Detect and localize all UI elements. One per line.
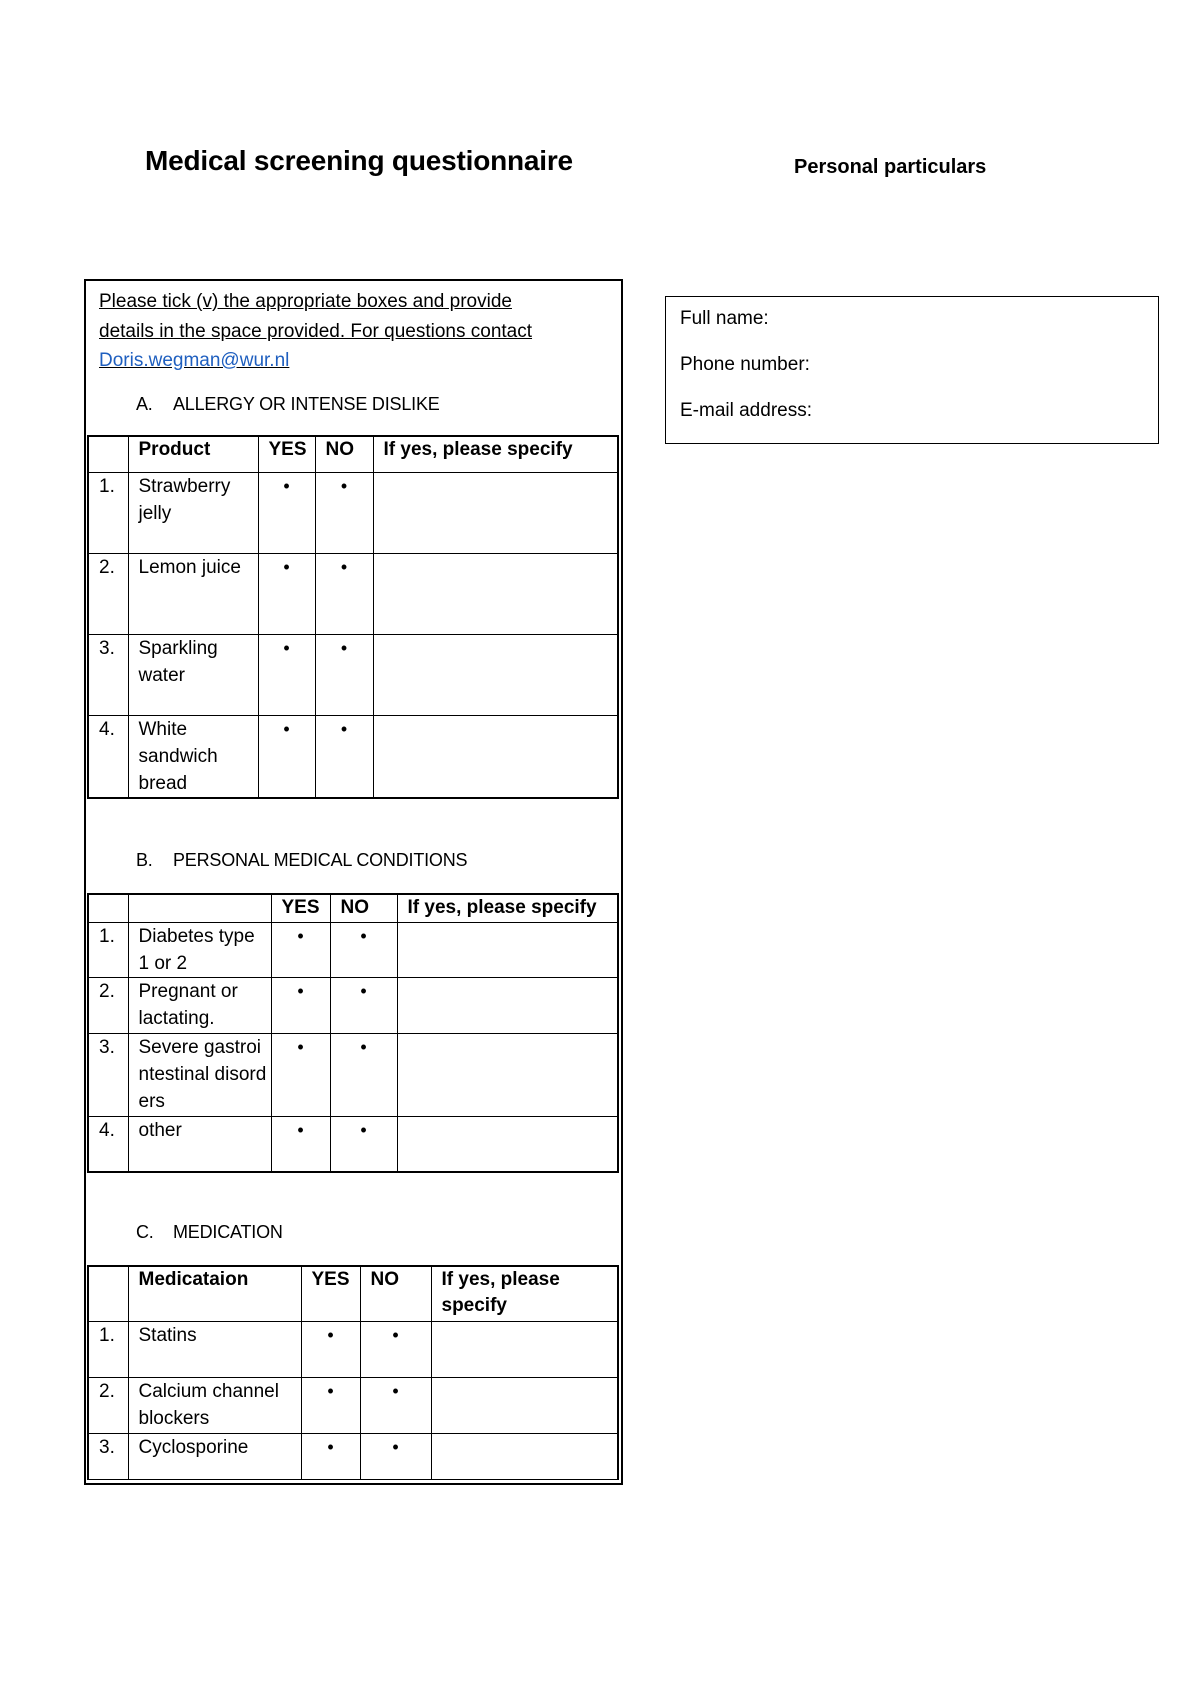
- instructions-line-2: details in the space provided. For questions contact: [99, 320, 533, 342]
- allergy-header-specify: If yes, please specify: [373, 436, 618, 472]
- table-row: [88, 472, 618, 553]
- row-number: 3.: [88, 1433, 128, 1479]
- row-number: 4.: [88, 1116, 128, 1172]
- no-checkbox[interactable]: •: [315, 472, 373, 553]
- yes-checkbox[interactable]: •: [301, 1321, 360, 1377]
- row-number: 4.: [88, 715, 128, 798]
- row-number: 2.: [88, 1377, 128, 1433]
- personal-particulars-heading: Personal particulars: [794, 156, 987, 178]
- yes-checkbox[interactable]: •: [258, 472, 315, 553]
- medication-label: Calcium channel blockers: [128, 1377, 301, 1433]
- medication-label: Statins: [128, 1321, 301, 1377]
- table-row: [88, 715, 618, 798]
- conditions-header-no: NO: [330, 894, 397, 922]
- specify-field[interactable]: [373, 472, 618, 553]
- no-checkbox[interactable]: •: [360, 1377, 431, 1433]
- no-checkbox[interactable]: •: [315, 715, 373, 798]
- no-checkbox[interactable]: •: [315, 553, 373, 634]
- specify-field[interactable]: [373, 634, 618, 715]
- specify-field[interactable]: [397, 1033, 618, 1116]
- yes-checkbox[interactable]: •: [301, 1377, 360, 1433]
- instructions: [99, 287, 609, 376]
- phone-number-field[interactable]: Phone number:: [680, 354, 810, 375]
- section-b-heading: [136, 850, 467, 871]
- allergy-header-product: Product: [128, 436, 258, 472]
- specify-field[interactable]: [431, 1377, 618, 1433]
- medication-label: Cyclosporine: [128, 1433, 301, 1479]
- condition-label: Pregnant or lactating.: [128, 977, 271, 1033]
- conditions-header-specify: If yes, please specify: [397, 894, 618, 922]
- row-number: 1.: [88, 472, 128, 553]
- yes-checkbox[interactable]: •: [258, 553, 315, 634]
- condition-label: Severe gastrointestinal disorders: [128, 1033, 271, 1116]
- medication-header-no: NO: [360, 1266, 431, 1321]
- allergy-header-no: NO: [315, 436, 373, 472]
- section-c-heading: [136, 1222, 283, 1243]
- specify-field[interactable]: [397, 922, 618, 977]
- medication-header-num: [88, 1266, 128, 1321]
- product-label: Lemon juice: [128, 553, 258, 634]
- condition-label: other: [128, 1116, 271, 1172]
- allergy-header-num: [88, 436, 128, 472]
- product-label: Strawberry jelly: [128, 472, 258, 553]
- section-a-heading: [136, 394, 440, 415]
- product-label: White sandwich bread: [128, 715, 258, 798]
- specify-field[interactable]: [431, 1433, 618, 1479]
- section-b-title: PERSONAL MEDICAL CONDITIONS: [173, 850, 468, 870]
- no-checkbox[interactable]: •: [360, 1321, 431, 1377]
- medical-conditions-table: [87, 893, 619, 1173]
- table-row: [88, 1321, 618, 1377]
- yes-checkbox[interactable]: •: [271, 1033, 330, 1116]
- section-c-letter: C.: [136, 1222, 154, 1242]
- product-label: Sparkling water: [128, 634, 258, 715]
- row-number: 2.: [88, 553, 128, 634]
- row-number: 1.: [88, 1321, 128, 1377]
- no-checkbox[interactable]: •: [330, 977, 397, 1033]
- yes-checkbox[interactable]: •: [271, 977, 330, 1033]
- section-b-letter: B.: [136, 850, 153, 870]
- section-a-letter: A.: [136, 394, 153, 414]
- conditions-header-yes: YES: [271, 894, 330, 922]
- table-row: [88, 977, 618, 1033]
- medication-header-medication: Medicataion: [128, 1266, 301, 1321]
- table-row: [88, 1377, 618, 1433]
- table-row: [88, 1433, 618, 1479]
- yes-checkbox[interactable]: •: [271, 1116, 330, 1172]
- allergy-header-yes: YES: [258, 436, 315, 472]
- conditions-header-condition: [128, 894, 271, 922]
- specify-field[interactable]: [397, 1116, 618, 1172]
- specify-field[interactable]: [397, 977, 618, 1033]
- row-number: 3.: [88, 1033, 128, 1116]
- section-a-title: ALLERGY OR INTENSE DISLIKE: [173, 394, 440, 414]
- yes-checkbox[interactable]: •: [271, 922, 330, 977]
- contact-email-link[interactable]: Doris.wegman@wur.nl: [99, 350, 290, 371]
- specify-field[interactable]: [373, 715, 618, 798]
- no-checkbox[interactable]: •: [330, 922, 397, 977]
- medication-table: [87, 1265, 619, 1480]
- row-number: 3.: [88, 634, 128, 715]
- row-number: 2.: [88, 977, 128, 1033]
- instructions-line-1: Please tick (v) the appropriate boxes and provide: [99, 291, 512, 312]
- medication-header-specify: If yes, please specify: [431, 1266, 618, 1321]
- page-title: Medical screening questionnaire: [145, 145, 573, 176]
- no-checkbox[interactable]: •: [315, 634, 373, 715]
- row-number: 1.: [88, 922, 128, 977]
- email-address-field[interactable]: E-mail address:: [680, 400, 812, 421]
- yes-checkbox[interactable]: •: [258, 715, 315, 798]
- table-row: [88, 1033, 618, 1116]
- allergy-table: [87, 435, 619, 799]
- full-name-field[interactable]: Full name:: [680, 308, 769, 329]
- yes-checkbox[interactable]: •: [301, 1433, 360, 1479]
- section-c-title: MEDICATION: [173, 1222, 283, 1242]
- medication-header-yes: YES: [301, 1266, 360, 1321]
- table-row: [88, 634, 618, 715]
- no-checkbox[interactable]: •: [330, 1033, 397, 1116]
- yes-checkbox[interactable]: •: [258, 634, 315, 715]
- table-row: [88, 922, 618, 977]
- table-row: [88, 553, 618, 634]
- condition-label: Diabetes type 1 or 2: [128, 922, 271, 977]
- specify-field[interactable]: [373, 553, 618, 634]
- no-checkbox[interactable]: •: [360, 1433, 431, 1479]
- conditions-header-num: [88, 894, 128, 922]
- no-checkbox[interactable]: •: [330, 1116, 397, 1172]
- specify-field[interactable]: [431, 1321, 618, 1377]
- table-row: [88, 1116, 618, 1172]
